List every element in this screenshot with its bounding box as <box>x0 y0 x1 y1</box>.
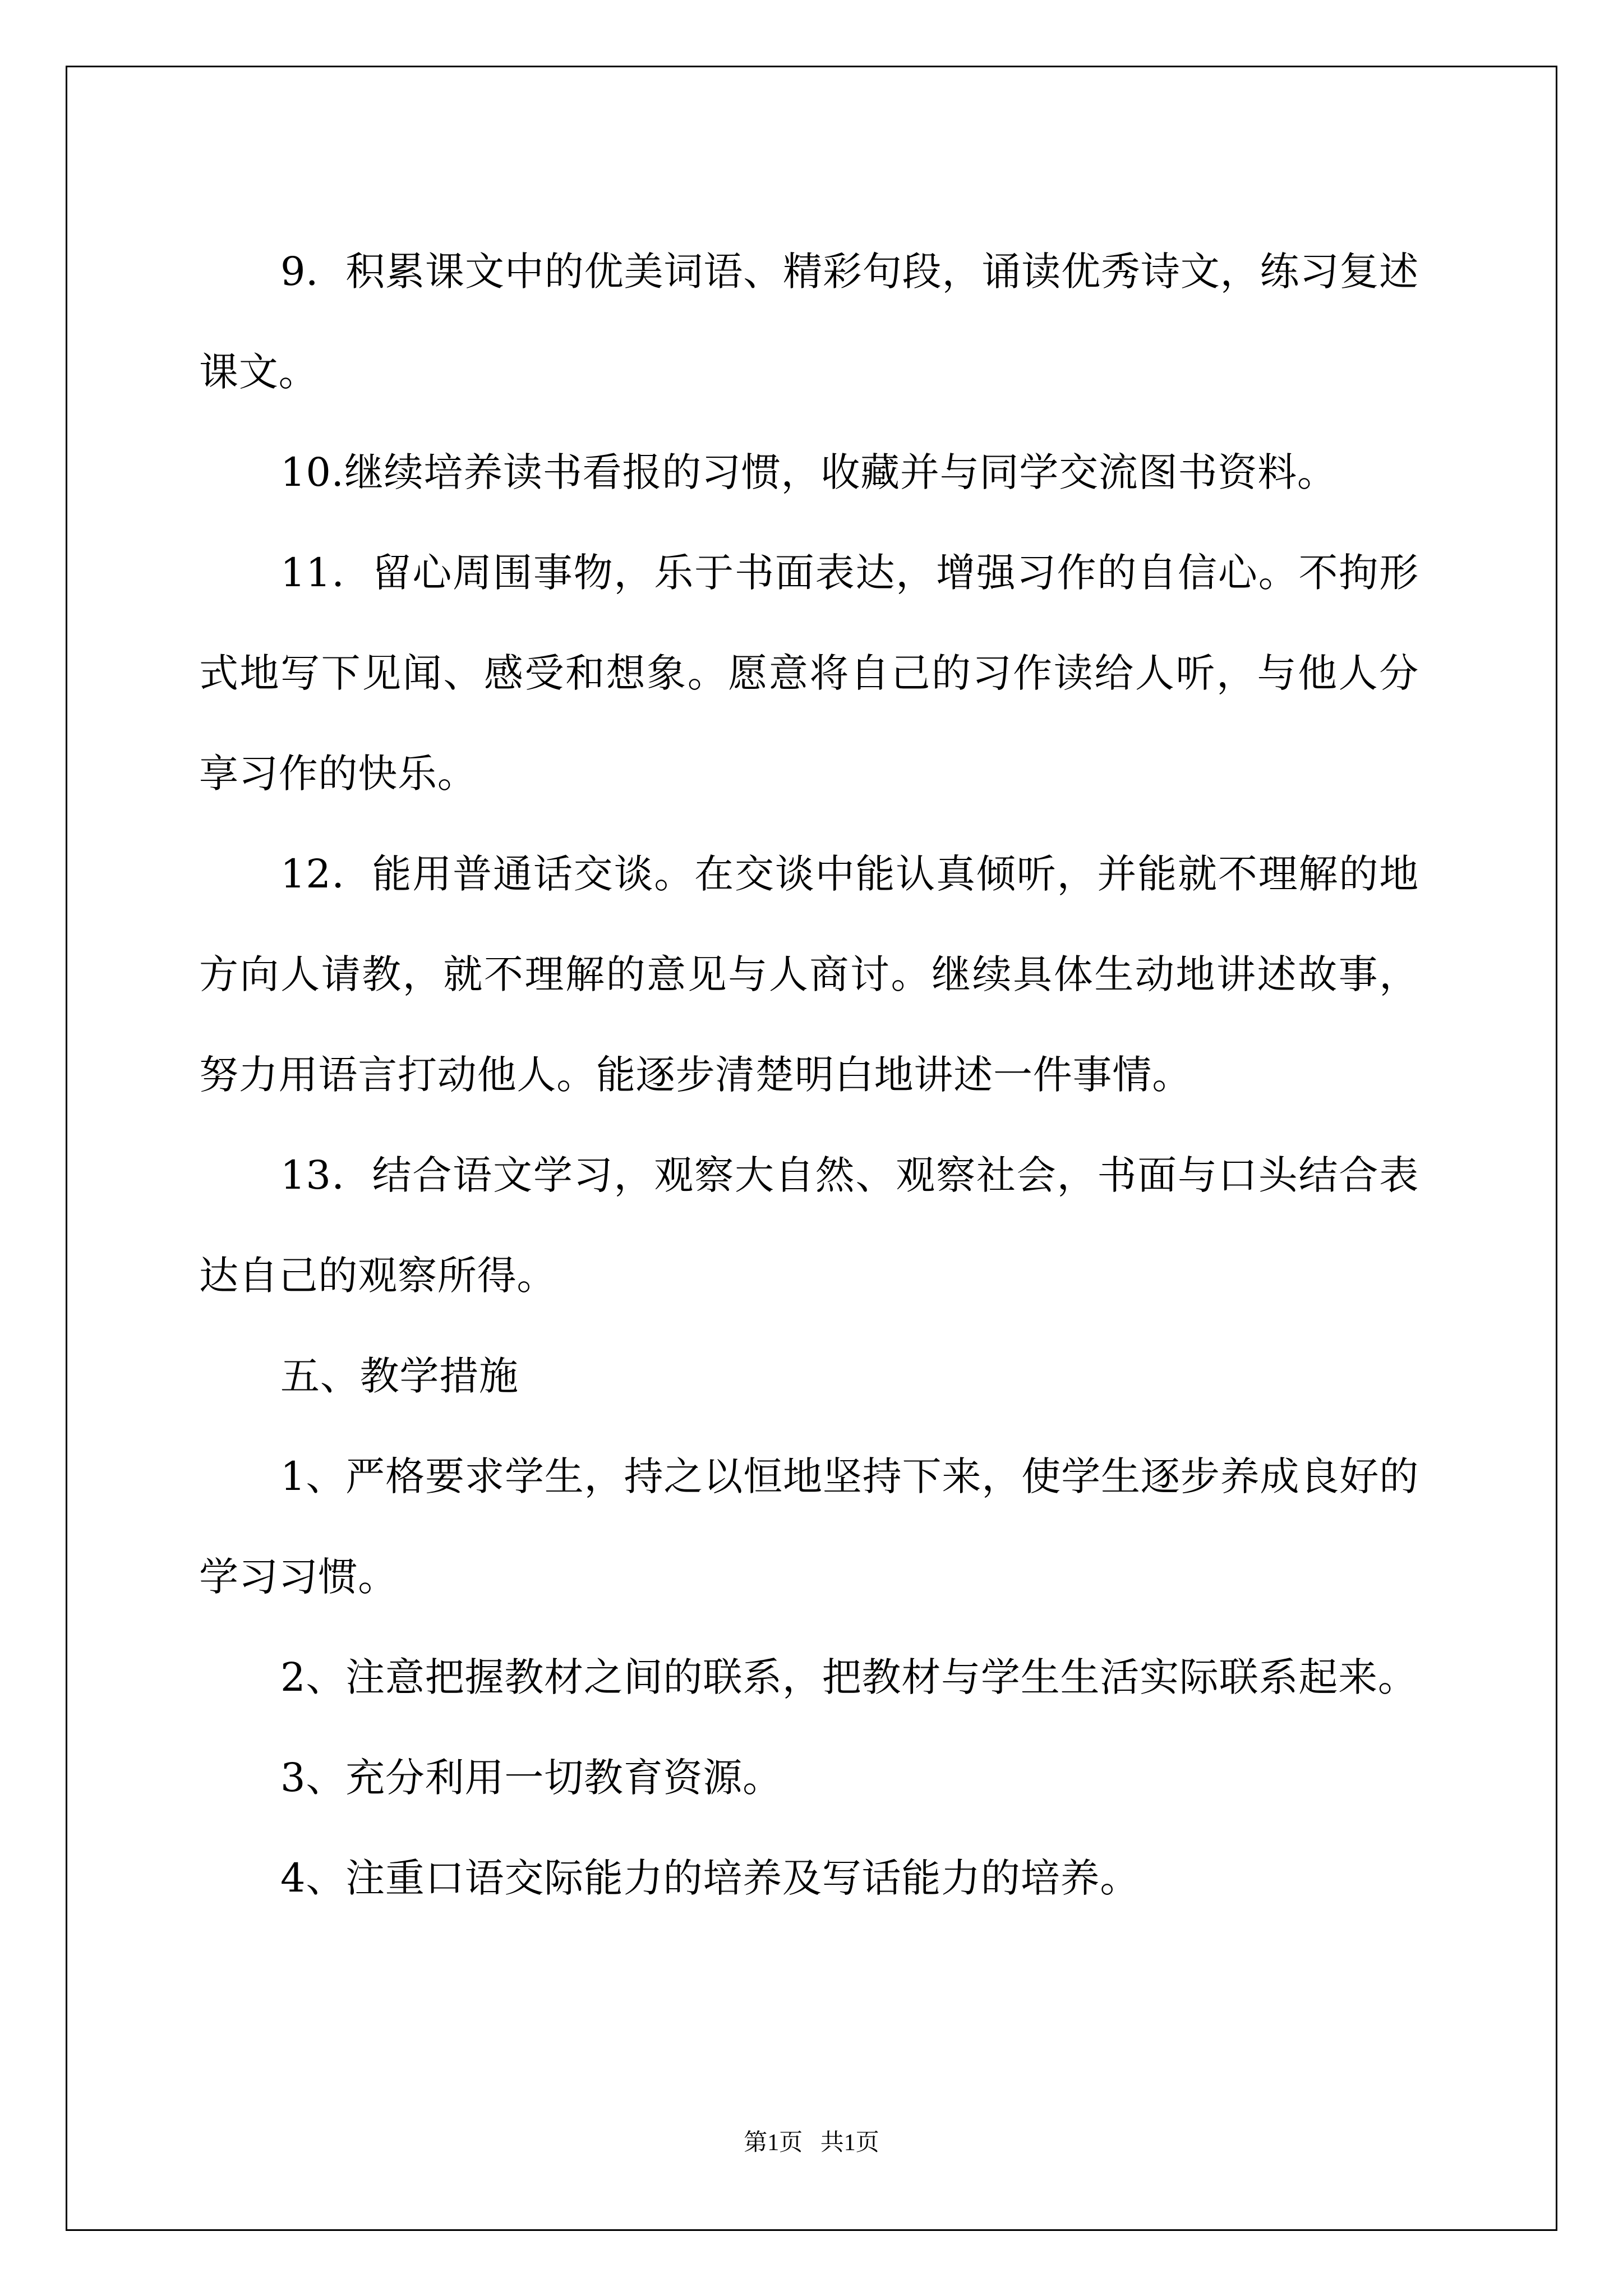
measure-item-1: 1、严格要求学生，持之以恒地坚持下来，使学生逐步养成良好的学习习惯。 <box>199 1453 1419 1600</box>
page-number-label: 第1页 共1页 <box>744 2130 879 2156</box>
paragraph-item-11: 11．留心周围事物，乐于书面表达，增强习作的自信心。不拘形式地写下见闻、感受和想象。愿意将自己的习作读给人听，与他人分享习作的快乐。 <box>199 550 1419 797</box>
measure-item-4: 4、注重口语交际能力的培养及写话能力的培养。 <box>280 1855 1140 1901</box>
paragraph-item-13: 13．结合语文学习，观察大自然、观察社会，书面与口头结合表达自己的观察所得。 <box>199 1152 1419 1299</box>
paragraph-item-9: 9．积累课文中的优美词语、精彩句段，诵读优秀诗文，练习复述课文。 <box>199 249 1419 395</box>
measure-item-2: 2、注意把握教材之间的联系，把教材与学生生活实际联系起来。 <box>280 1654 1418 1700</box>
paragraph-item-12: 12．能用普通话交谈。在交谈中能认真倾听，并能就不理解的地方向人请教，就不理解的意见与人商讨。继续具体生动地讲述故事，努力用语言打动他人。能逐步清楚明白地讲述一件事情。 <box>199 851 1419 1098</box>
page-footer <box>0 2126 1623 2160</box>
section-heading-teaching-measures: 五、教学措施 <box>280 1353 519 1399</box>
document-body <box>199 222 1419 1929</box>
measure-item-3: 3、充分利用一切教育资源。 <box>280 1755 782 1801</box>
paragraph-item-10: 10.继续培养读书看报的习惯，收藏并与同学交流图书资料。 <box>280 449 1337 495</box>
